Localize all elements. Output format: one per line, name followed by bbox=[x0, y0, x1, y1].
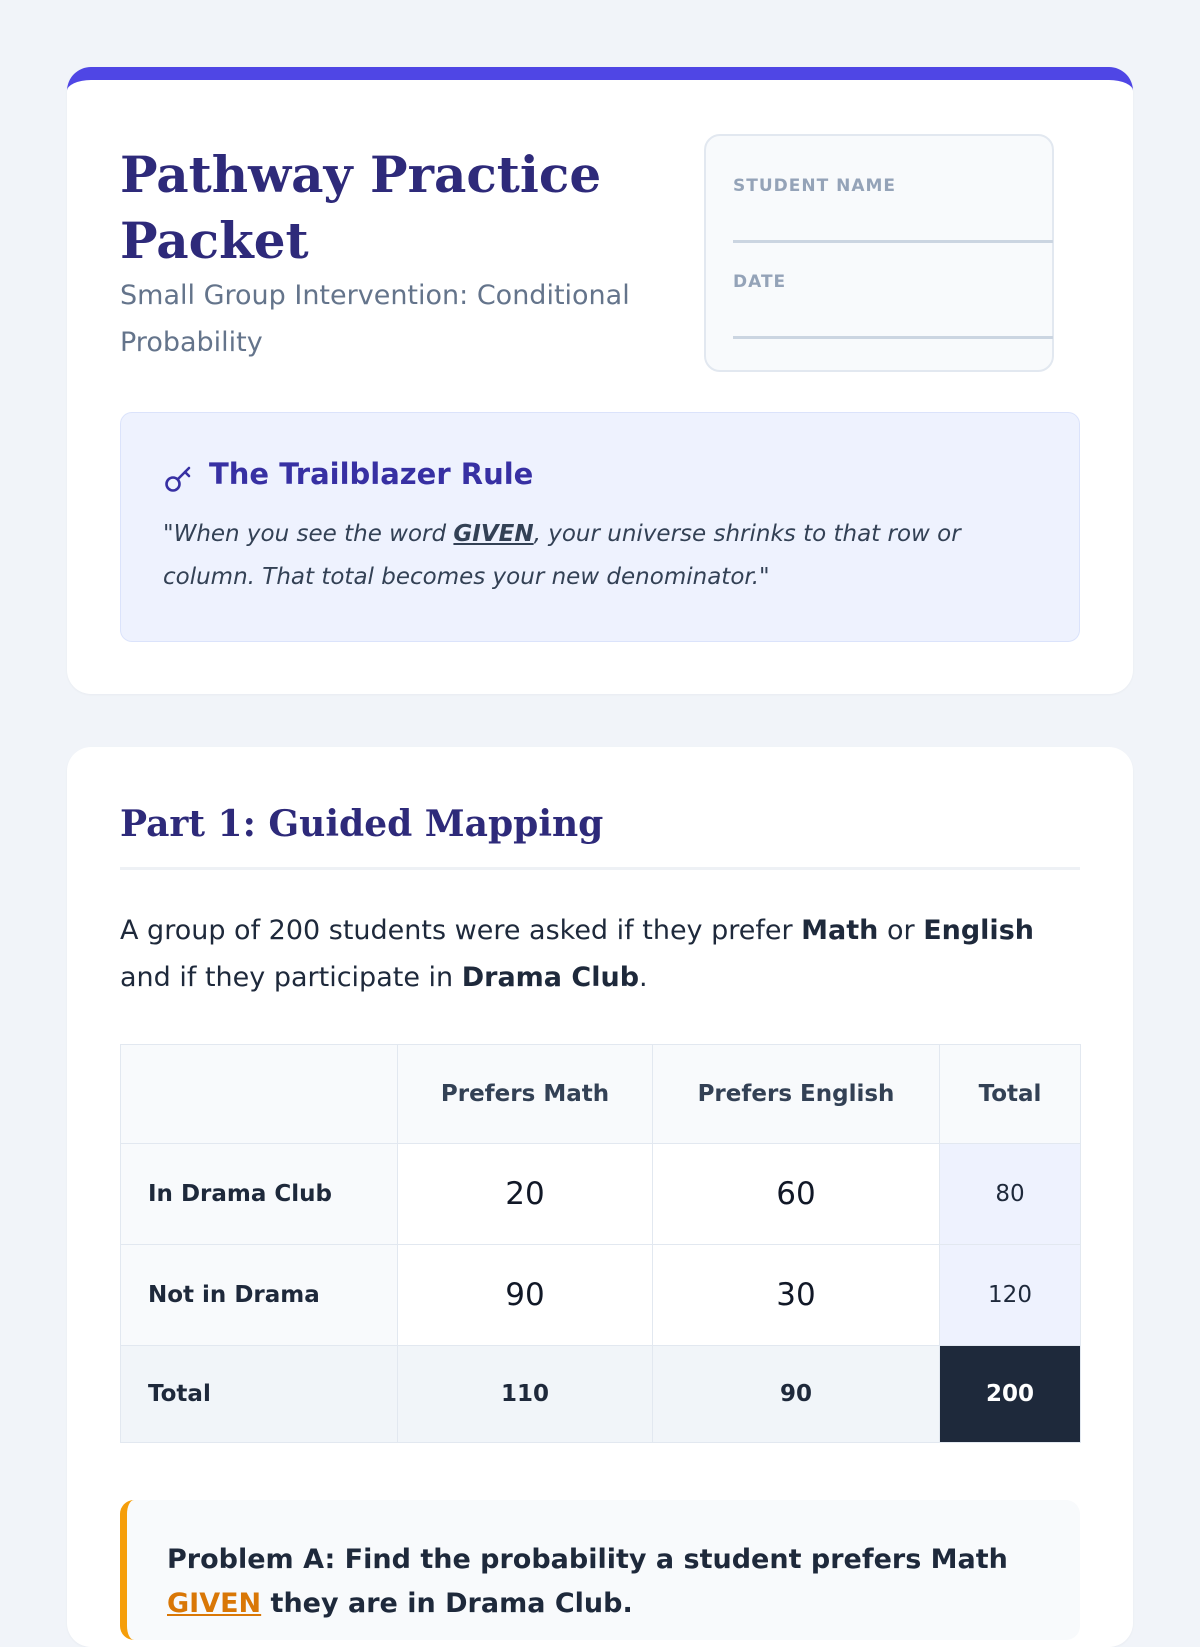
header-card bbox=[67, 67, 1133, 694]
row-label: Not in Drama bbox=[121, 1245, 398, 1346]
student-name-field[interactable] bbox=[733, 240, 1053, 243]
table-totals-row bbox=[121, 1346, 1081, 1443]
row-label: Total bbox=[121, 1346, 398, 1443]
rule-title: The Trailblazer Rule bbox=[209, 457, 534, 491]
page-subtitle: Small Group Intervention: Conditional Probability bbox=[120, 280, 630, 358]
rule-quote: "When you see the word GIVEN, your universe shrinks to that row or column. That total becomes your new denominator." bbox=[163, 521, 961, 590]
column-total: 90 bbox=[653, 1346, 940, 1443]
table-header-english: Prefers English bbox=[653, 1045, 940, 1144]
rule-keyword: GIVEN bbox=[453, 521, 534, 547]
page-title: Pathway Practice Packet bbox=[120, 145, 602, 270]
student-info-box bbox=[704, 134, 1054, 372]
given-keyword: GIVEN bbox=[167, 1588, 262, 1619]
table-cell: 30 bbox=[653, 1245, 940, 1346]
part1-title: Part 1: Guided Mapping bbox=[120, 803, 604, 845]
part1-card bbox=[67, 747, 1133, 1647]
grand-total: 200 bbox=[940, 1346, 1081, 1443]
section-divider bbox=[120, 867, 1080, 870]
row-total: 120 bbox=[940, 1245, 1081, 1346]
table-row bbox=[121, 1245, 1081, 1346]
table-cell: 60 bbox=[653, 1144, 940, 1245]
table-cell: 90 bbox=[398, 1245, 653, 1346]
table-header-row bbox=[121, 1045, 1081, 1144]
problem-a-box bbox=[120, 1500, 1080, 1640]
table-header-blank bbox=[121, 1045, 398, 1144]
key-icon bbox=[163, 463, 195, 495]
row-total: 80 bbox=[940, 1144, 1081, 1245]
student-name-label: STUDENT NAME bbox=[733, 176, 897, 196]
row-label: In Drama Club bbox=[121, 1144, 398, 1245]
problem-intro: A group of 200 students were asked if they prefer Math or English and if they participate in Drama Club. bbox=[120, 915, 1034, 993]
column-total: 110 bbox=[398, 1346, 653, 1443]
table-header-math: Prefers Math bbox=[398, 1045, 653, 1144]
table-header-total: Total bbox=[940, 1045, 1081, 1144]
table-cell: 20 bbox=[398, 1144, 653, 1245]
trailblazer-rule-box bbox=[120, 412, 1080, 642]
date-field[interactable] bbox=[733, 336, 1053, 339]
date-label: DATE bbox=[733, 272, 787, 292]
problem-a-text: Problem A: Find the probability a student prefers Math GIVEN they are in Drama Club. bbox=[167, 1544, 1008, 1619]
table-row bbox=[121, 1144, 1081, 1245]
two-way-table bbox=[120, 1044, 1081, 1443]
